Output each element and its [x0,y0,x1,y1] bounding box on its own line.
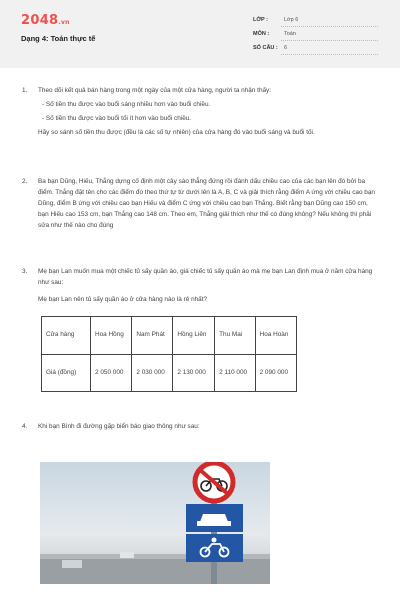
table-price-cell: 2 090 000 [255,354,296,392]
car-icon [200,514,228,522]
question-number: 2. [22,178,28,185]
meta-label: MÔN : [253,31,270,37]
question-body [38,85,378,138]
table-store-cell: Hồng Liên [173,317,215,355]
meta-grade [253,17,378,31]
meta-divider [281,54,378,55]
question-text: Theo dõi kết quả bán hàng trong một ngày của một cửa hàng, người ta nhận thấy: [38,87,272,94]
table-store-cell: Hoa Hoàn [255,317,296,355]
table-store-cell: Hoa Hồng [91,317,132,355]
meta-value: 6 [284,45,288,51]
table-price-cell: 2 110 000 [215,354,255,392]
question-body [38,266,378,305]
question-bullet: - Số tiền thu được vào buổi sáng nhiều hơn vào buổi chiều. [42,101,211,108]
question-text: Khi bạn Bình đi đường gặp biển báo giao thông như sau: [38,423,200,430]
question-text: Ba bạn Dũng, Hiếu, Thắng dựng cố định một cây sào thẳng đứng rồi đánh dấu chiều cao của các bạn lên đó bởi ba điểm. Thắng đặt tên cho các điểm đó theo thứ tự từ dưới lên là A, B, C và giải thích rằng điểm A ứng với chiều cao bạn Dũng, điểm B ứng với chiều cao bạn Hiếu và điểm C ứng với chiều cao bạn Thắng. Biết rằng bạn Dũng cao 150 cm, bạn Hiếu cao 153 cm, bạn Thắng cao 148 cm. Theo em, Thắng giải thích như thế có đúng không? Nếu không thì phải sửa như thế nào cho đúng [38,178,375,229]
question-text: Hãy so sánh số tiền thu được (đều là các số tự nhiên) của cửa hàng đó vào buổi sáng và buổi tối. [38,129,315,136]
worksheet-header [0,0,400,68]
meta-divider [281,40,378,41]
table-store-cell: Nam Phát [132,317,173,355]
table-header-cell: Cửa hàng [42,317,91,355]
meta-label: LỚP : [253,17,268,23]
question-body [38,176,378,231]
question-prompt: Mẹ bạn Lan nên tủ sấy quần áo ở cửa hàng nào là rẻ nhất? [38,296,208,303]
table-header-cell: Giá (đồng) [42,354,91,392]
rider-head-icon [212,538,217,543]
table-store-cell: Thu Mai [215,317,255,355]
meta-value: Toán [284,31,296,37]
table-header-row [42,317,297,355]
site-logo[interactable]: 2048.vn [21,13,70,28]
table-price-cell: 2 030 000 [132,354,173,392]
traffic-sign-photo [40,462,270,584]
table-price-cell: 2 130 000 [173,354,215,392]
meta-divider [281,26,378,27]
question-text: Mẹ bạn Lan muốn mua một chiếc tủ sấy quần áo, giá chiếc tủ sấy quần áo mà mẹ bạn Lan định mua ở năm cửa hàng như sau: [38,268,373,286]
meta-label: SỐ CÂU : [253,45,278,51]
car-body-icon [197,521,231,526]
traffic-sign-illustration [40,462,270,584]
meta-question-count [253,45,378,59]
meta-subject [253,31,378,45]
question-bullet: - Số tiền thu được vào buổi tối ít hơn vào buổi chiều. [42,115,192,122]
worksheet-title: Dạng 4: Toán thực tế [21,34,96,43]
table-price-cell: 2 050 000 [91,354,132,392]
question-number: 1. [22,87,28,94]
question-number: 3. [22,268,28,275]
distant-vehicle [120,552,134,558]
meta-value: Lớp 6 [284,17,299,23]
question-body [38,421,378,432]
question-number: 4. [22,423,28,430]
table-row [42,354,297,392]
billboard [62,560,82,568]
store-price-table [41,316,297,392]
